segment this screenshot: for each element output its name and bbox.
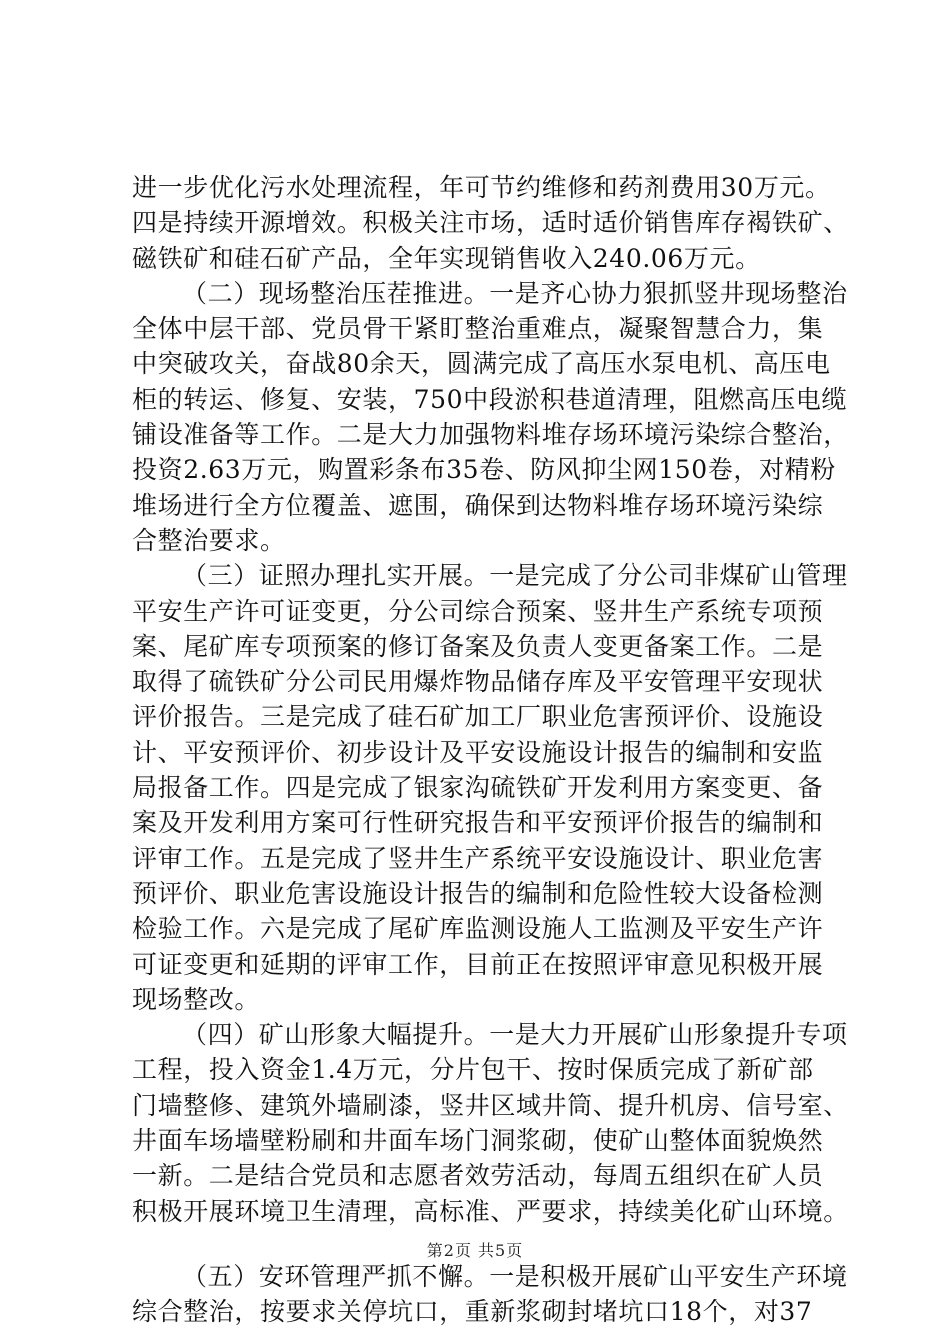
text-line: 评审工作。五是完成了竖井生产系统平安设施设计、职业危害 [132,843,824,873]
text-line: 计、平安预评价、初步设计及平安设施设计报告的编制和安监 [132,737,824,767]
section-heading-line: （五）安环管理严抓不懈。一是积极开展矿山平安生产环境 [182,1261,848,1291]
text-line: 局报备工作。四是完成了银家沟硫铁矿开发利用方案变更、备 [132,773,824,803]
text-line: 可证变更和延期的评审工作，目前正在按照评审意见积极开展 [132,949,824,979]
text-line: 综合整治，按要求关停坑口，重新浆砌封堵坑口18个，对37 [132,1297,813,1327]
text-line: 堆场进行全方位覆盖、遮围，确保到达物料堆存场环境污染综 [132,490,824,520]
text-line: 中突破攻关，奋战80余天，圆满完成了高压水泵电机、高压电 [132,349,831,379]
text-line: 合整治要求。 [132,525,286,555]
section-heading-line: （三）证照办理扎实开展。一是完成了分公司非煤矿山管理 [182,561,848,591]
text-line: 铺设准备等工作。二是大力加强物料堆存场环境污染综合整治， [132,420,849,450]
document-body [132,170,849,1330]
text-line: 投资2.63万元，购置彩条布35卷、防风抑尘网150卷，对精粉 [132,455,836,485]
text-line: 预评价、职业危害设施设计报告的编制和危险性较大设备检测 [132,878,824,908]
text-line: 柜的转运、修复、安装，750中段淤积巷道清理，阻燃高压电缆 [132,384,848,414]
text-line: 取得了硫铁矿分公司民用爆炸物品储存库及平安管理平安现状 [132,667,824,697]
section-heading-line: （四）矿山形象大幅提升。一是大力开展矿山形象提升专项 [182,1020,848,1050]
page-number-footer: 第2页 共5页 [426,1241,524,1260]
text-line: 门墙整修、建筑外墙刷漆，竖井区域井筒、提升机房、信号室、 [132,1090,849,1120]
text-line: 全体中层干部、党员骨干紧盯整治重难点，凝聚智慧合力，集 [132,314,824,344]
text-line: 一新。二是结合党员和志愿者效劳活动，每周五组织在矿人员 [132,1161,824,1191]
section-heading-line: （二）现场整治压茬推进。一是齐心协力狠抓竖井现场整治 [182,278,848,308]
text-line: 案及开发利用方案可行性研究报告和平安预评价报告的编制和 [132,808,824,838]
text-line: 现场整改。 [132,984,261,1014]
text-line: 积极开展环境卫生清理，高标准、严要求，持续美化矿山环境。 [132,1196,849,1226]
text-line: 四是持续开源增效。积极关注市场，适时适价销售库存褐铁矿、 [132,208,849,238]
text-line: 磁铁矿和硅石矿产品，全年实现销售收入240.06万元。 [132,243,761,273]
text-line: 井面车场墙壁粉刷和井面车场门洞浆砌，使矿山整体面貌焕然 [132,1126,824,1156]
text-line: 案、尾矿库专项预案的修订备案及负责人变更备案工作。二是 [132,631,824,661]
text-line: 工程，投入资金1.4万元，分片包干、按时保质完成了新矿部 [132,1055,814,1085]
text-line: 进一步优化污水处理流程，年可节约维修和药剂费用30万元。 [132,173,831,202]
text-line: 平安生产许可证变更，分公司综合预案、竖井生产系统专项预 [132,596,824,626]
text-line: 检验工作。六是完成了尾矿库监测设施人工监测及平安生产许 [132,914,824,944]
text-line: 评价报告。三是完成了硅石矿加工厂职业危害预评价、设施设 [132,702,824,732]
